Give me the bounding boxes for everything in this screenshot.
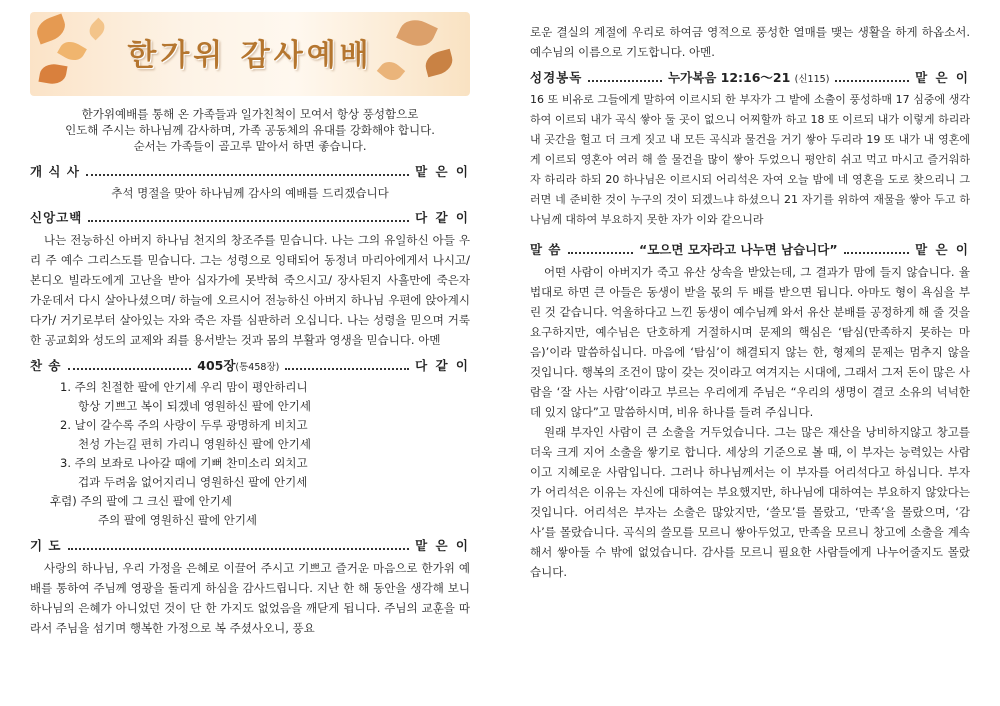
section-name: 신앙고백 — [30, 210, 83, 225]
right-column — [530, 0, 970, 582]
leader-dots — [844, 252, 910, 254]
hymn-header — [30, 356, 470, 374]
hymn-line: 1. 주의 친절한 팔에 안기세 우리 맘이 평안하리니 — [60, 380, 308, 394]
section-leader: 맡 은 이 — [415, 538, 470, 553]
title-banner — [30, 12, 470, 96]
creed-header — [30, 208, 470, 226]
sermon-header — [530, 240, 970, 258]
leader-dots — [835, 80, 909, 82]
hymn-lyrics — [50, 378, 470, 530]
section-leader: 맡 은 이 — [415, 164, 470, 179]
scripture-page: (신115) — [794, 74, 830, 85]
section-leader: 다 같 이 — [415, 210, 470, 225]
hymn-number — [197, 356, 279, 374]
hymn-line: 후렴) 주의 팔에 그 크신 팔에 안기세 — [50, 494, 232, 508]
section-name: 찬 송 — [30, 358, 62, 373]
sermon-title: “모으면 모자라고 나누면 남습니다” — [639, 242, 838, 257]
section-leader: 맡 은 이 — [915, 70, 970, 85]
section-leader: 다 같 이 — [415, 358, 470, 373]
leader-dots — [86, 174, 409, 176]
hymn-line: 2. 날이 갈수록 주의 사랑이 두루 광명하게 비치고 — [60, 418, 308, 432]
scripture-text: 16 또 비유로 그들에게 말하여 이르시되 한 부자가 그 밭에 소출이 풍성하매 17 심중에 생각하여 이르되 내가 곡식 쌓아 둘 곳이 없으니 어찌할까 하고 18 또 이르되 내가 이렇게 하리라 내 곳간을 헐고 더 크게 짓고 내 모든 곡식과 물건을 거기 쌓아 두리라 19 또 내가 내 영혼에게 이르되 영혼아 여러 해 쓸 물건을 많이 쌓아 두었으니 평안히 쉬고 먹고 마시고 즐거워하자 하리라 하되 20 하나님은 이르시되 어리석은 자여 오늘 밤에 네 영혼을 도로 찾으리니 그러면 네 준비한 것이 누구의 것이 되겠느냐 하셨으니 21 자기를 위하여 재물을 쌓아 두고 하나님께 대하여 부요하지 못한 자가 이와 같으니라 — [530, 93, 970, 226]
hymn-line: 주의 팔에 영원하신 팔에 안기세 — [98, 513, 258, 527]
creed-text: 나는 전능하신 아버지 하나님 천지의 창조주를 믿습니다. 나는 그의 유일하신 아들 우리 주 예수 그리스도를 믿습니다. 그는 성령으로 잉태되어 동정녀 마리아에게서 나시고/ 본디오 빌라도에게 고난을 받아 십자가에 못박혀 죽으시고/ 장사된지 사흘만에 죽은자 가운데서 다시 살아나셨으며/ 하늘에 오르시어 전능하신 아버지 하나님 우편에 앉아계시다가/ 거기로부터 살아있는 자와 죽은 자를 심판하러 오십니다. 나는 성령을 믿으며 거룩한 공교회와 성도의 교제와 죄를 용서받는 것과 몸의 부활과 영생을 믿습니다. 아멘 — [30, 233, 470, 347]
sermon-paragraph: 어떤 사람이 아버지가 죽고 유산 상속을 받았는데, 그 결과가 맘에 들지 않습니다. 율법대로 하면 큰 아들은 동생이 받을 몫의 두 배를 받으면 됩니다. 아마도 형이 욕심을 부린 것 같습니다. 억울하다고 느낀 동생이 예수님께 와서 유산 분배를 공정하게 해 줄 것을 요구하지만, 예수님은 단호하게 거절하시며 문제의 핵심은 ‘탐심(만족하지 못하는 마음)’이라 말씀하십니다. 마음에 ‘탐심’이 해결되지 않는 한, 형제의 문제는 멈추지 않을 것입니다. 행복의 조건이 많이 갖는 것이라고 여겨지는 시대에, 그래서 그저 돈이 많은 사람을 ‘잘 사는 사람’이라고 부르는 우리에게 주님은 “우리의 생명이 결코 소유의 넉넉한데 있지 않다”고 말씀하시며, 비유 하나를 들려 주십니다. — [530, 265, 970, 419]
sermon-paragraph: 원래 부자인 사람이 큰 소출을 거두었습니다. 그는 많은 재산을 낭비하지않고 창고를 더욱 크게 지어 소출을 쌓기로 합니다. 세상의 기준으로 볼 때, 이 부자는 능력있는 사람이고 지혜로운 사람입니다. 그러나 하나님께서는 이 부자를 어리석다고 하십니다. 부자가 어리석은 이유는 자신에 대하여는 부요했지만, 하나님에 대하여는 부요하지 않았다는 것입니다. 어리석은 부자는 소출은 많았지만, ‘쓸모’를 몰랐고, ‘만족’을 몰랐으며, ‘감사’를 몰랐습니다. 곡식의 쓸모를 모르니 쌓아두었고, 만족을 모르니 창고에 소출을 계속해서 쌓아둘 수 밖에 없었습니다. 감사를 모르니 필요한 사람들에게 나누어줄지도 몰랐습니다. — [530, 425, 970, 579]
section-name: 기 도 — [30, 538, 62, 553]
page-title: 한가위 감사예배 — [127, 38, 373, 73]
leader-dots — [88, 220, 409, 222]
spacer — [530, 230, 970, 234]
scripture-header — [530, 68, 970, 86]
hymn-line: 3. 주의 보좌로 나아갈 때에 기뻐 찬미소리 외치고 — [60, 456, 308, 470]
scripture-reference — [668, 68, 829, 86]
section-name: 말 씀 — [530, 242, 562, 257]
leader-dots — [68, 548, 410, 550]
leader-dots — [285, 368, 409, 370]
section-name: 개 식 사 — [30, 164, 80, 179]
hymn-old-number: (통458장) — [235, 362, 280, 373]
opening-text: 추석 명절을 맞아 하나님께 감사의 예배를 드리겠습니다 — [111, 186, 389, 200]
section-name: 성경봉독 — [530, 70, 583, 85]
intro-line: 한가위예배를 통해 온 가족들과 일가친척이 모여서 항상 풍성함으로 — [81, 107, 419, 121]
prayer-text: 사랑의 하나님, 우리 가정을 은혜로 이끌어 주시고 기쁘고 즐거운 마음으로 한가위 예배를 통하여 주님께 영광을 돌리게 하심을 감사드립니다. 지난 한 해 동안을 생각해 보니 하나님의 은혜가 아니었던 것이 단 한 가지도 없었음을 깨닫게 됩니다. 주님의 교훈을 따라서 주님을 섬기며 행복한 가정으로 복 주셨사오니, 풍요 — [30, 561, 470, 635]
leader-dots — [68, 368, 192, 370]
section-leader: 맡 은 이 — [915, 242, 970, 257]
leader-dots — [568, 252, 634, 254]
opening-header — [30, 162, 470, 180]
hymn-line: 천성 가는길 편히 가리니 영원하신 팔에 안기세 — [78, 437, 312, 451]
intro-line: 순서는 가족들이 골고루 맡아서 하면 좋습니다. — [133, 139, 367, 153]
hymn-line: 겁과 두려움 없어지리니 영원하신 팔에 안기세 — [78, 475, 308, 489]
prayer-header — [30, 536, 470, 554]
prayer-continued: 로운 결실의 계절에 우리로 하여금 영적으로 풍성한 열매를 맺는 생활을 하게 하옵소서. 예수님의 이름으로 기도합니다. 아멘. — [530, 25, 970, 59]
scripture-ref-value: 누가복음 12:16～21 — [667, 70, 791, 85]
hymn-line: 항상 기쁘고 복이 되겠네 영원하신 팔에 안기세 — [78, 399, 312, 413]
intro-text — [30, 106, 470, 154]
leader-dots — [588, 80, 662, 82]
intro-line: 인도해 주시는 하나님께 감사하며, 가족 공동체의 유대를 강화해야 합니다. — [65, 123, 435, 137]
left-column — [30, 0, 470, 638]
hymn-number-value: 405장 — [197, 358, 236, 373]
